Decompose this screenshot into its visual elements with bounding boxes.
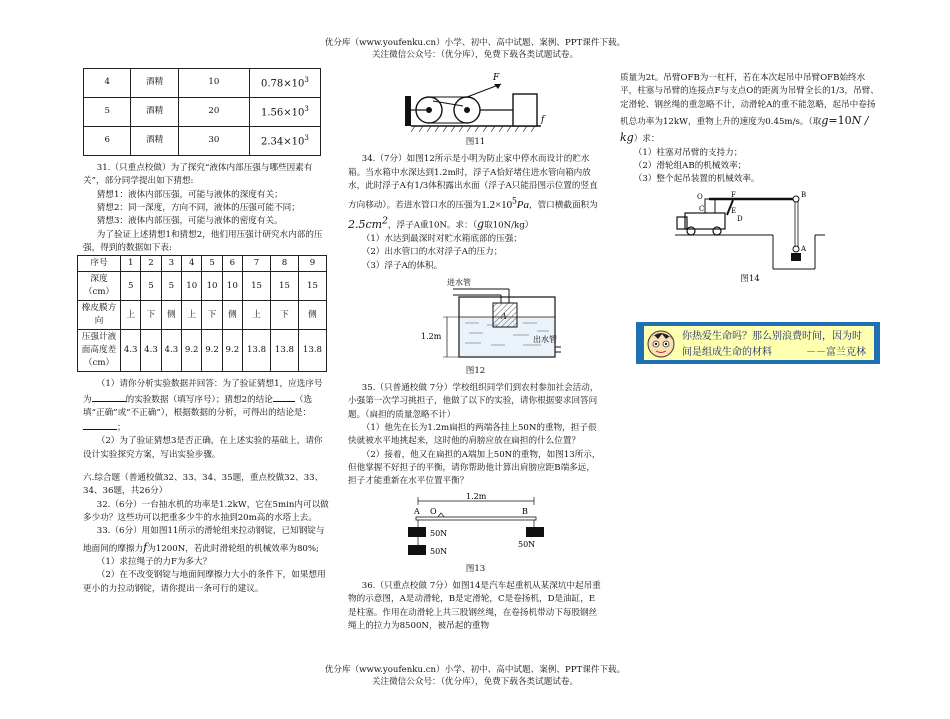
- table-cell: 酒精: [131, 127, 178, 156]
- header-line-2: 关注微信公众号：（优分库），免费下载各类试题试卷。: [371, 50, 579, 60]
- table-cell: [249, 69, 320, 98]
- table-cell: 5: [202, 256, 222, 272]
- q33-b: 为1200N，若此时滑轮组的机械效率为80%;: [147, 543, 319, 554]
- table-cell: 4.3: [141, 330, 161, 372]
- question-31: [83, 162, 330, 255]
- table-cell: 15: [243, 272, 271, 301]
- fig12-inlet-label: 进水管: [446, 277, 471, 287]
- figure-14-caption: 图14: [740, 273, 760, 284]
- q34-aexp: 2: [382, 214, 388, 226]
- q31-guess-3: 猜想3：液体内部压强，可能与液体的密度有关。: [96, 216, 283, 227]
- q34-sub-2: （2）出水管口的水对浮子A的压力；: [361, 247, 503, 258]
- q35-sub-1: （1）他先在长为1.2m扁担的两端各挂上50N的重物，担子很快就被水平地挑起来，这时他的肩膀应放在扁担的什么位置？: [348, 423, 597, 447]
- q34-pressure: 1.2×10: [481, 198, 513, 211]
- density-table-row: [84, 98, 321, 127]
- q34-b: ，管口横截面积为: [528, 200, 598, 211]
- blank-3[interactable]: [83, 420, 117, 430]
- row-header: 压强计液面高度差（cm）: [78, 330, 121, 372]
- pressure-table: [77, 255, 327, 372]
- column-right: [620, 72, 880, 290]
- q36-continued: [620, 72, 880, 147]
- figure-12-tank: [391, 273, 561, 363]
- fig13-w3: 50N: [517, 539, 535, 549]
- table-cell: 侧: [222, 301, 242, 330]
- density-table: [83, 68, 321, 156]
- fig14-label-E: E: [731, 206, 737, 215]
- row-header: 深度（cm）: [78, 272, 121, 301]
- question-34: [348, 153, 603, 273]
- fig13-w2: 50N: [429, 546, 447, 556]
- q36-g: g: [821, 113, 829, 127]
- pressure-table-row: [78, 301, 327, 330]
- table-cell: 20: [178, 98, 249, 127]
- blank-1[interactable]: [92, 392, 126, 402]
- table-cell: 13.8: [298, 330, 326, 372]
- column-middle: [348, 60, 603, 633]
- fig13-B: B: [521, 506, 528, 516]
- section-6-title: 六.综合题（普通校做32、33、34、35题，重点校做32、33、34、36题，共26分）: [83, 473, 324, 497]
- q31-part-1: [83, 378, 330, 435]
- fig11-label-f: f: [540, 115, 544, 125]
- q36-sub-3: （3）整个起吊装置的机械效率。: [633, 174, 760, 185]
- q34-g: g: [477, 217, 485, 231]
- table-cell: 13.8: [243, 330, 271, 372]
- table-cell: 13.8: [271, 330, 299, 372]
- q34-sub-1: （1）水达到最深时对贮水箱底部的压强；: [361, 233, 522, 244]
- q33-f: f: [143, 540, 148, 554]
- table-cell: 5: [161, 272, 181, 301]
- table-cell: 下: [271, 301, 299, 330]
- q36-sub-1: （1）柱塞对吊臂的支持力；: [633, 147, 743, 158]
- table-cell: 侧: [298, 301, 326, 330]
- fig12-depth-label: 1.2m: [420, 331, 441, 341]
- table-cell: 下: [202, 301, 222, 330]
- table-cell: 7: [243, 256, 271, 272]
- table-cell: 3: [161, 256, 181, 272]
- page-header: [0, 37, 950, 61]
- figure-13-caption: 图13: [465, 563, 486, 574]
- footer-line-1: 优分库（www.youfenku.cn）小学、初中、高中试题、案例、PPT课件下载。: [324, 665, 626, 675]
- fig12-outlet-label: 出水管: [532, 334, 557, 344]
- table-cell: 5: [141, 272, 161, 301]
- pressure-exponent: 3: [304, 75, 309, 84]
- pressure-exponent: 3: [304, 104, 309, 113]
- q34-d: 取10N/kg）: [484, 220, 534, 231]
- table-cell: 10: [178, 69, 249, 98]
- table-cell: 酒精: [131, 98, 178, 127]
- q34-body: [348, 153, 603, 233]
- q31-p1b: 的实验数据（填写序号）；猜想2的结论: [125, 394, 273, 405]
- table-cell: 上: [243, 301, 271, 330]
- header-line-1: 优分库（www.youfenku.cn）小学、初中、高中试题、案例、PPT课件下载。: [324, 38, 626, 48]
- page-footer: [0, 664, 950, 688]
- figure-11-pulley: [401, 66, 551, 134]
- pressure-value: 0.78×10: [261, 77, 305, 89]
- fig14-label-A: A: [801, 244, 807, 253]
- pressure-value: 2.34×10: [261, 135, 305, 147]
- q31-guess-2: 猜想2：同一深度，方向不同，液体的压强可能不同；: [96, 202, 300, 213]
- quote-text: 你热爱生命吗？那么别浪费时间，因为时间是组成生命的材料: [682, 331, 862, 358]
- q34-c: ，浮子A重10N。求：（: [387, 220, 478, 231]
- fig14-label-O: O: [697, 192, 703, 201]
- figure-12-caption: 图12: [465, 365, 486, 376]
- fig14-label-B: B: [801, 190, 807, 199]
- quote-banner: [636, 322, 880, 364]
- fig12-float-label: A: [500, 311, 507, 321]
- row-header: 橡皮膜方向: [78, 301, 121, 330]
- q31-p1d: ；: [117, 423, 126, 434]
- fig14-label-C: C: [699, 204, 705, 213]
- q34-a: 34.（7分）如图12所示是小明为防止家中停水而设计的贮水箱。当水箱中水深达到1.2m时，浮子A恰好堵住进水管向箱内放水，此时浮子A有1/3体积露出水面（浮子A只能沿图示位置的竖直方向移动）。若进水管口水的压强为: [348, 154, 598, 211]
- figure-11-caption: 图11: [465, 137, 486, 147]
- pressure-table-row: [78, 272, 327, 301]
- column-left: [83, 60, 330, 596]
- table-cell: 1: [121, 256, 141, 272]
- q34-area: 2.5cm: [348, 217, 383, 231]
- q33-sub-2: （2）在不改变钢锭与地面间摩擦力大小的条件下，如果想用更小的力拉动钢锭，请你提出一条可行的建议。: [83, 570, 326, 594]
- table-cell: 酒精: [131, 69, 178, 98]
- table-cell: 9.2: [202, 330, 222, 372]
- table-cell: 10: [222, 272, 242, 301]
- fig13-A: A: [413, 506, 420, 516]
- quote-author: －－富兰克林: [806, 347, 866, 358]
- q33-a: 33.（6分）用如图11所示的滑轮组来拉动钢锭，已知钢锭与地面间的摩擦力: [83, 526, 325, 554]
- density-table-row: [84, 127, 321, 156]
- pressure-table-row: [78, 256, 327, 272]
- question-36: 36.（只重点校做 7分）如图14是汽车起重机从某深坑中起吊重物的示意图，A是动滑轮，B是定滑轮，C是卷扬机，D是油缸，E是柱塞。作用在动滑轮上共三股钢丝绳，在卷扬机带动下每股钢丝绳上的拉力为8500N，被吊起的重物: [348, 580, 601, 631]
- question-32: 32.（6分）一台抽水机的功率是1.2kW，它在5min内可以做多少功？这些功可以把重多少牛的水抽到20m高的水塔上去。: [83, 499, 329, 523]
- pressure-exponent: 3: [304, 133, 309, 142]
- figure-13-pole: [396, 493, 556, 561]
- table-cell: 4.3: [121, 330, 141, 372]
- table-cell: 5: [121, 272, 141, 301]
- fig14-label-D: D: [737, 214, 743, 223]
- fig11-label-F: F: [492, 73, 499, 83]
- table-cell: 上: [121, 301, 141, 330]
- table-cell: 下: [141, 301, 161, 330]
- question-33: [83, 525, 330, 556]
- fig13-w1: 50N: [429, 528, 447, 538]
- q31-p1c: （选填“正确”或“不正确”），根据数据的分析，可得出的结论是：: [83, 394, 313, 418]
- table-cell: 8: [271, 256, 299, 272]
- q33-sub-1: （1）求拉绳子的力F为多大？: [96, 556, 212, 567]
- q36-cont-b: ）求：: [633, 134, 660, 145]
- q31-guess-1: 猜想1：液体内部压强，可能与液体的深度有关；: [96, 189, 283, 200]
- table-cell: 15: [298, 272, 326, 301]
- table-cell: 上: [182, 301, 202, 330]
- table-cell: [249, 98, 320, 127]
- table-cell: 6: [222, 256, 242, 272]
- fig13-length: 1.2m: [465, 492, 486, 501]
- table-cell: 侧: [161, 301, 181, 330]
- table-cell: 4: [84, 69, 131, 98]
- density-table-row: [84, 69, 321, 98]
- table-cell: 15: [271, 272, 299, 301]
- q34-punit: Pa: [516, 198, 529, 211]
- table-cell: 10: [182, 272, 202, 301]
- table-cell: 9.2: [182, 330, 202, 372]
- q31-p1a: （1）请你分析实验数据并回答：为了验证猜想1，应选序号为: [83, 379, 323, 405]
- table-cell: 2: [141, 256, 161, 272]
- table-cell: 6: [84, 127, 131, 156]
- pressure-table-row: [78, 330, 327, 372]
- question-35: [348, 382, 603, 489]
- figure-14-crane: [675, 191, 825, 271]
- q31-parts: [83, 378, 330, 462]
- q36-cont-a: 质量为2t。吊臂OFB为一杠杆，若在本次起吊中吊臂OFB始终水平，柱塞与吊臂的连接点F与支点O的距离为吊臂全长的1/3，吊臂、定滑轮、钢丝绳的重忽略不计，动滑轮A的重不能忽略，起吊中卷扬机总功率为12kW，重物上升的速度为0.45m/s。（取: [620, 73, 879, 127]
- q35-sub-2: （2）接着，他又在扁担的A端加上50N的重物，如图13所示，但他掌握不好担子的平衡，请你帮助他计算出肩膀应距B端多远，担子才能重新在水平位置平衡？: [348, 449, 601, 487]
- q36-sub-2: （2）滑轮组AB的机械效率；: [633, 160, 747, 171]
- table-cell: [249, 127, 320, 156]
- table-cell: 5: [84, 98, 131, 127]
- q31-part-2: （2）为了验证猜想3是否正确，在上述实验的基础上，请你设计实验探究方案，写出实验步骤。: [83, 436, 323, 460]
- blank-2[interactable]: [273, 392, 295, 402]
- q34-sub-3: （3）浮子A的体积。: [361, 260, 443, 271]
- table-cell: 10: [202, 272, 222, 301]
- table-cell: 9.2: [222, 330, 242, 372]
- table-cell: 9: [298, 256, 326, 272]
- quote-banner-inner: [644, 326, 874, 360]
- footer-line-2: 关注微信公众号：（优分库），免费下载各类试题试卷。: [371, 677, 579, 687]
- table-cell: 4: [182, 256, 202, 272]
- fig13-O: O: [429, 506, 437, 516]
- pressure-value: 1.56×10: [261, 106, 305, 118]
- q36-geq: =10: [828, 113, 852, 127]
- q34-pexp: 5: [512, 195, 517, 206]
- q31-intro: 31.（只重点校做）为了探究“液体内部压强与哪些因素有关”，部分同学提出如下猜想:: [83, 163, 313, 187]
- q34-area-wrap: [348, 214, 388, 231]
- q35-body: 35.（只普通校做 7分）学校组织同学们到农村参加社会活动，小强第一次学习挑担子，他做了以下的实验，请你根据要求回答问题。（扁担的质量忽略不计）: [348, 383, 599, 420]
- row-header: 序号: [78, 256, 121, 272]
- table-cell: 4.3: [161, 330, 181, 372]
- q36-gunit: N / kg: [620, 113, 869, 145]
- cartoon-boy-icon: [644, 326, 678, 360]
- q31-mid: 为了验证上述猜想1和猜想2，他们用压强计研究水内部的压强，得到的数据如下表:: [83, 229, 323, 253]
- fig14-label-F: F: [731, 190, 736, 199]
- table-cell: 30: [178, 127, 249, 156]
